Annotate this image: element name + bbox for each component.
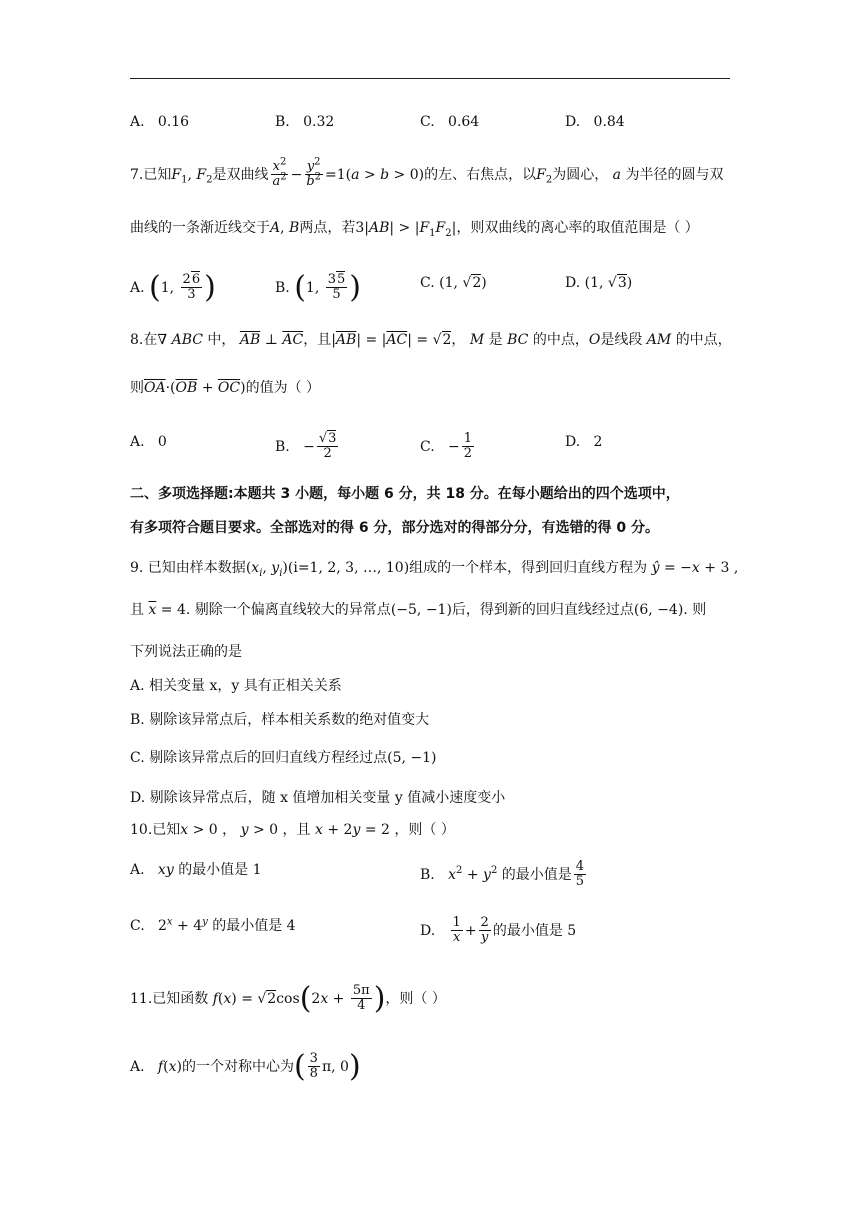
- section2-heading-line2: 有多项符合题目要求。全部选对的得 6 分，部分选对的得部分分，有选错的得 0 分。: [130, 520, 659, 536]
- header-rule: [130, 78, 730, 79]
- q7-option-d: D. (1, √3): [565, 275, 633, 291]
- q11-option-a: A. f(x)的一个对称中心为( $\frac{3}{8}$ π, 0): [130, 1048, 361, 1084]
- q8-option-d: D. 2: [565, 434, 603, 450]
- q6-option-d: D. 0.84: [565, 114, 625, 130]
- q6-option-c: C. 0.64: [420, 114, 480, 130]
- q10-option-b: B. $x^2 + y^2$ 的最小值是 $\frac{4}{5}$: [420, 859, 585, 890]
- q10-option-a: A. xy 的最小值是 1: [130, 862, 262, 878]
- q9-stem-line2: 且 $\overline{x} = 4$. 剔除一个偏离直线较大的异常点(−5, −1)后，得到新的回归直线经过点(6, −4). 则: [130, 602, 707, 618]
- q10-option-c: C. $2^x + 4^y$ 的最小值是 4: [130, 916, 296, 934]
- q7-option-b: B. (1, $\frac{35}{5}$ ): [275, 269, 362, 305]
- q7-stem-line2: 曲线的一条渐近线交于A, B两点，若$3|AB| > |F_1F_2|$，则双曲线的离心率的取值范围是（ ）: [130, 220, 699, 239]
- q7-stem-line1: 7.已知$F_1$, $F_2$是双曲线 $\frac{x^2}{a^2}$ − $\frac{y^2}{b^2}$ =1(a > b > 0)的左、右焦点，以$F_2$为圆心， a 为半径的圆与双: [130, 156, 724, 190]
- q9-stem-line3: 下列说法正确的是: [130, 644, 242, 660]
- q6-option-a: A. 0.16: [130, 114, 190, 130]
- q8-option-b: B. − $\frac{√3}{2}$: [275, 431, 337, 462]
- q11-stem: 11.已知函数 f(x) = √2cos(2x + $\frac{5\pi}{4}$ )，则（ ）: [130, 980, 446, 1016]
- q10-stem: 10.已知x > 0 ， y > 0 ，且 x + 2y = 2 ，则（ ）: [130, 822, 455, 838]
- q8-stem-line2: 则$\overline{OA}\cdot(\overline{OB} + \overline{OC})$的值为（ ）: [130, 380, 321, 396]
- q9-option-d: D. 剔除该异常点后，随 x 值增加相关变量 y 值减小速度变小: [130, 790, 506, 806]
- q7-option-c: C. (1, √2): [420, 275, 487, 291]
- q10-option-d: D. $\frac{1}{x}$ + $\frac{2}{y}$ 的最小值是 5: [420, 915, 577, 946]
- q8-option-a: A. 0: [130, 434, 167, 450]
- q6-option-b: B. 0.32: [275, 114, 335, 130]
- q9-stem-line1: 9. 已知由样本数据($x_i$, $y_i)(i=1$, 2, 3, …, 10)组成的一个样本，得到回归直线方程为 ŷ = −x + 3 ,: [130, 560, 739, 579]
- q8-option-c: C. − $\frac{1}{2}$: [420, 431, 473, 462]
- q7-option-a: A. (1, $\frac{26}{3}$ ): [130, 269, 216, 305]
- q8-stem-line1: 8.在∇ ABC 中， $\overline{AB}$ ⊥ $\overline{AC}$，且$|\overline{AB}| = |\overline{AC}| = √2$， M 是 BC 的中点，O是线段 AM 的中点，: [130, 332, 732, 348]
- section2-heading-line1: 二、多项选择题:本题共 3 小题，每小题 6 分，共 18 分。在每小题给出的四个选项中，: [130, 486, 680, 502]
- q9-option-c: C. 剔除该异常点后的回归直线方程经过点(5, −1): [130, 750, 437, 766]
- q9-option-b: B. 剔除该异常点后，样本相关系数的绝对值变大: [130, 712, 430, 728]
- q9-option-a: A. 相关变量 x，y 具有正相关关系: [130, 678, 342, 694]
